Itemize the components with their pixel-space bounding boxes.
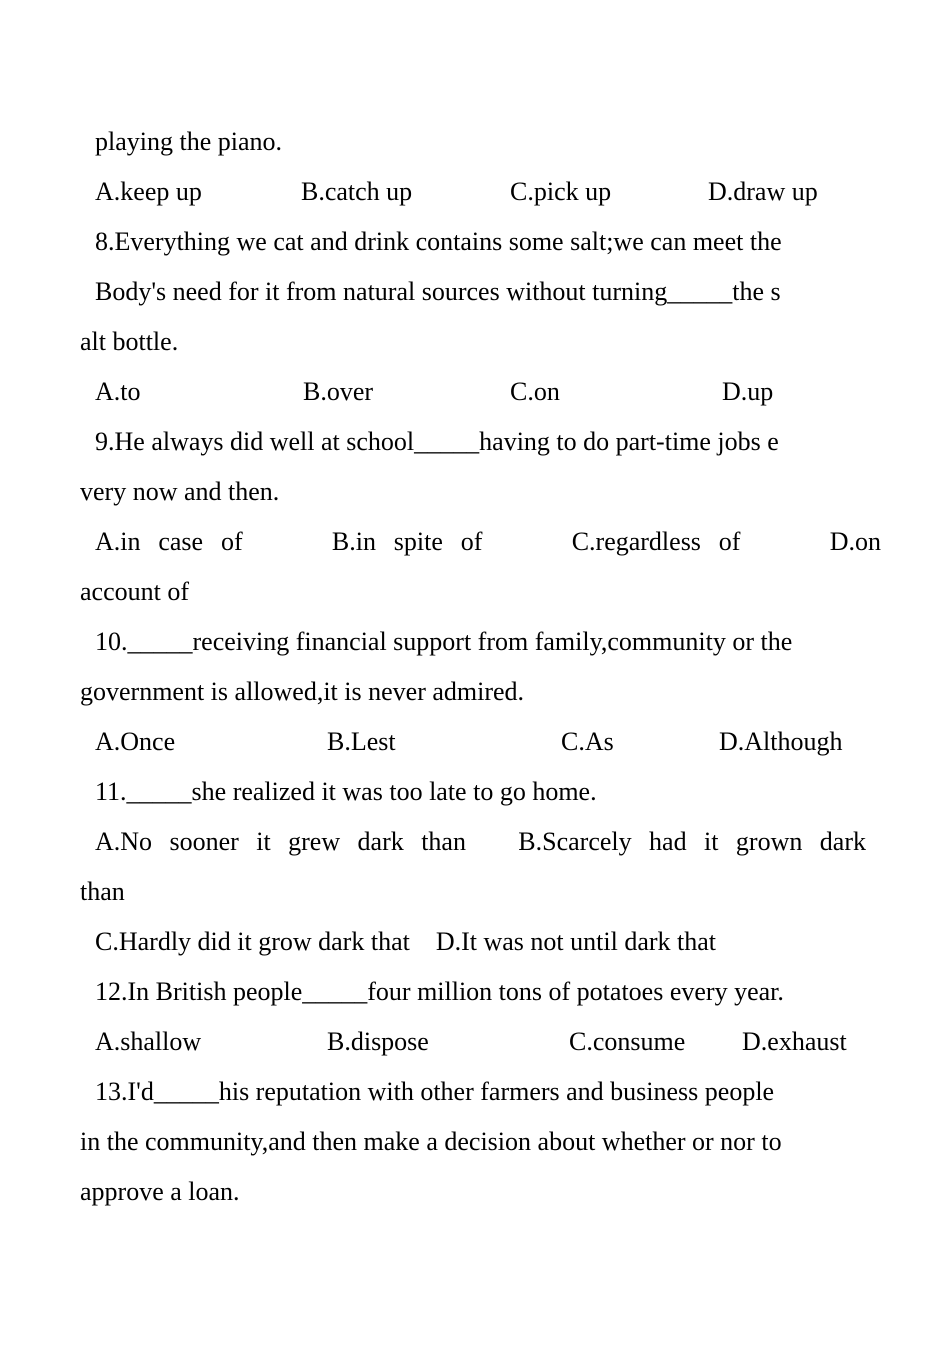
option-a: A.keep up [95,177,202,206]
question-13-text: 13.I'd_____his reputation with other farmers and business people [95,1077,775,1106]
option-b: B.over [303,377,374,406]
q9-options: A.in case of B.in spite of C.regardless of D.on [95,527,881,556]
option-d: D.Although [719,727,843,756]
q11-options: A.No sooner it grew dark than B.Scarcely had it grown dark [95,827,866,856]
q7-options [0,167,952,217]
question-10-text: government is allowed,it is never admired. [80,677,525,706]
question-8-text: Body's need for it from natural sources without turning_____the s [95,277,781,306]
q8-options [0,367,952,417]
q9-options: account of [80,577,190,606]
question-9-text: 9.He always did well at school_____having to do part-time jobs e [95,427,779,456]
option-d: D.exhaust [742,1027,847,1056]
question-10-text: 10._____receiving financial support from family,community or the [95,627,793,656]
option-a: A.to [95,377,141,406]
text-line: playing the piano. [95,127,283,156]
q11-options: C.Hardly did it grow dark that D.It was not until dark that [95,927,717,956]
option-d: D.draw up [708,177,818,206]
question-8-text: alt bottle. [80,327,179,356]
question-8-text: 8.Everything we cat and drink contains some salt;we can meet the [95,227,782,256]
option-c: C.pick up [510,177,612,206]
question-12-text: 12.In British people_____four million tons of potatoes every year. [95,977,784,1006]
question-13-text: in the community,and then make a decision about whether or nor to [80,1127,782,1156]
q12-options [0,1017,952,1067]
q11-options: than [80,877,125,906]
option-b: B.Lest [327,727,396,756]
option-b: B.catch up [301,177,413,206]
option-a: A.Once [95,727,176,756]
option-a: A.shallow [95,1027,202,1056]
option-d: D.up [722,377,774,406]
question-9-text: very now and then. [80,477,280,506]
q10-options [0,717,952,767]
option-b: B.dispose [327,1027,429,1056]
option-c: C.consume [569,1027,686,1056]
option-c: C.on [510,377,560,406]
option-c: C.As [561,727,614,756]
question-13-text: approve a loan. [80,1177,240,1206]
question-11-text: 11._____she realized it was too late to go home. [95,777,597,806]
